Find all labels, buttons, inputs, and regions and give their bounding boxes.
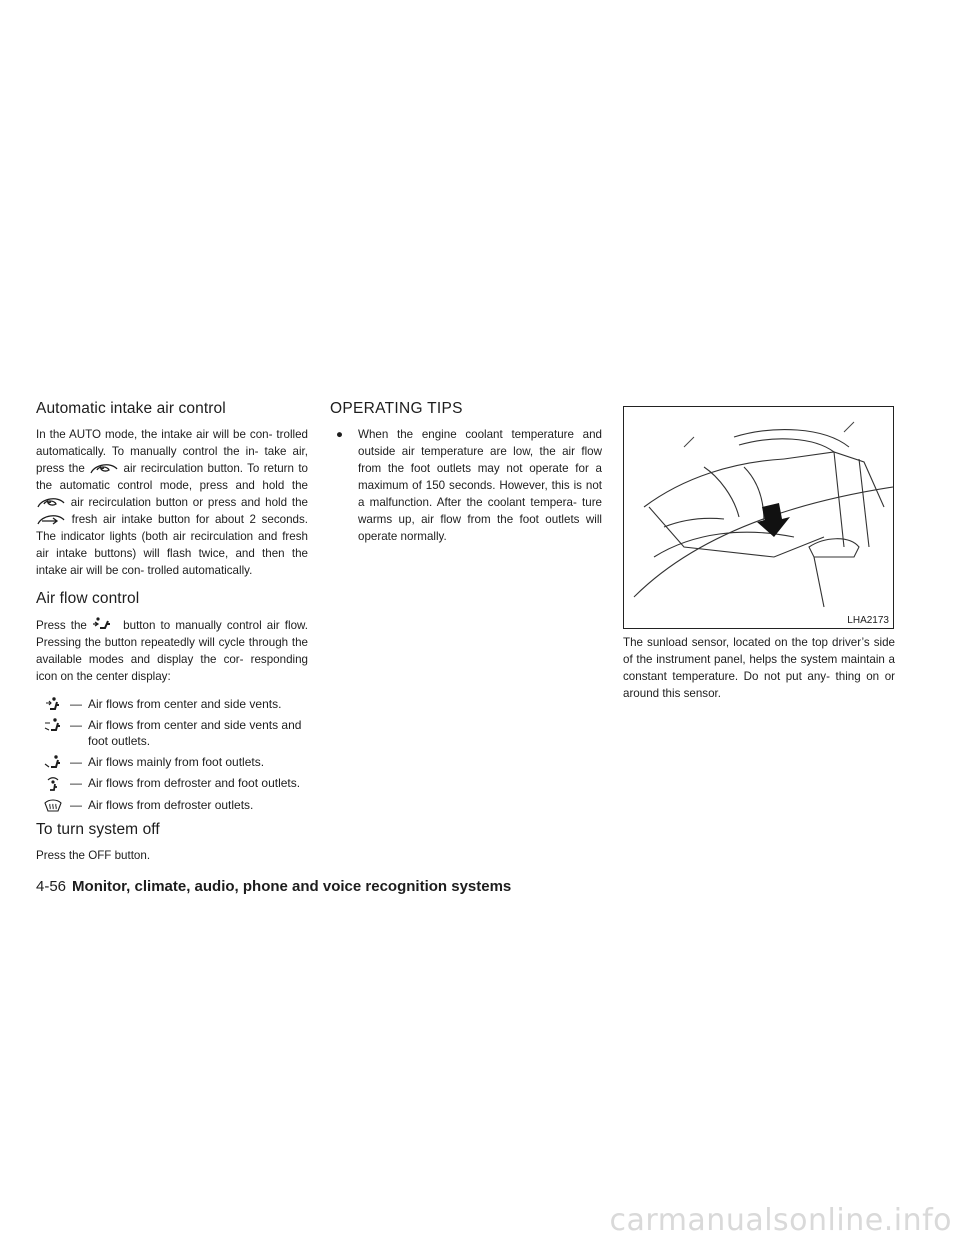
chapter-title: Monitor, climate, audio, phone and voice recognition systems [72, 878, 512, 895]
airflow-mode-list [36, 696, 308, 813]
page-footer [36, 878, 511, 895]
fresh-air-icon [36, 512, 66, 526]
airflow-mode-icon [92, 616, 118, 632]
watermark: carmanualsonline.info [609, 1203, 952, 1238]
bullet-text: When the engine coolant temperature and outside air temperature are low, the air flow from the foot outlets may not operate for a maximum of 150 seconds. However, this is not a malfunction. After the coolant tempera- ture warms up, air flow from the foot outlets will operate normally. [358, 428, 602, 543]
section-title-intake: Automatic intake air control [36, 400, 226, 417]
car-dashboard-illustration [624, 407, 893, 628]
list-item: — Air flows from defroster and foot outlets. [36, 775, 308, 792]
page-number: 4-56 [36, 878, 67, 895]
list-item: — Air flows from defroster outlets. [36, 797, 308, 813]
left-column [36, 400, 308, 875]
figure-code: LHA2173 [847, 615, 889, 626]
sunload-sensor-paragraph: The sunload sensor, located on the top driver’s side of the instrument panel, helps the system maintain a constant temperature. Do not put any- thing on or around this sensor. [623, 636, 895, 700]
bullet-marker: ● [336, 428, 344, 441]
recirculation-icon [36, 495, 66, 509]
defroster-icon [36, 797, 70, 812]
list-item: — Air flows from center and side vents and foot outlets. [36, 717, 308, 749]
section-title-system-off: To turn system off [36, 821, 160, 838]
list-item [330, 426, 602, 545]
intake-paragraph: In the AUTO mode, the intake air will be con- trolled automatically. To manually control the in- take air, press the air recirculation button. To return to the automatic control mode, press and hold the air recirculation button or press and hold the fresh air intake button for about 2 seconds. The indicator lights (both air recirculation and fresh air intake buttons) will flash twice, and then the intake air will be con- trolled automatically. [36, 428, 308, 577]
system-off-paragraph: Press the OFF button. [36, 849, 151, 862]
vent-airflow-icon [36, 696, 70, 711]
defrost-foot-airflow-icon [36, 775, 70, 792]
section-title-airflow: Air flow control [36, 590, 140, 607]
recirculation-icon [89, 461, 119, 475]
foot-airflow-icon [36, 754, 70, 769]
airflow-paragraph: Press the button to manually control air flow. Pressing the button repeatedly will cycle through the available modes and display the cor- responding icon on the center display: [36, 616, 308, 685]
list-item: — Air flows from center and side vents. [36, 696, 308, 712]
sunload-sensor-figure [623, 406, 894, 629]
section-title-operating-tips: OPERATING TIPS [330, 400, 463, 417]
middle-column [330, 400, 602, 545]
bilevel-airflow-icon [36, 717, 70, 732]
list-item: — Air flows mainly from foot outlets. [36, 754, 308, 770]
